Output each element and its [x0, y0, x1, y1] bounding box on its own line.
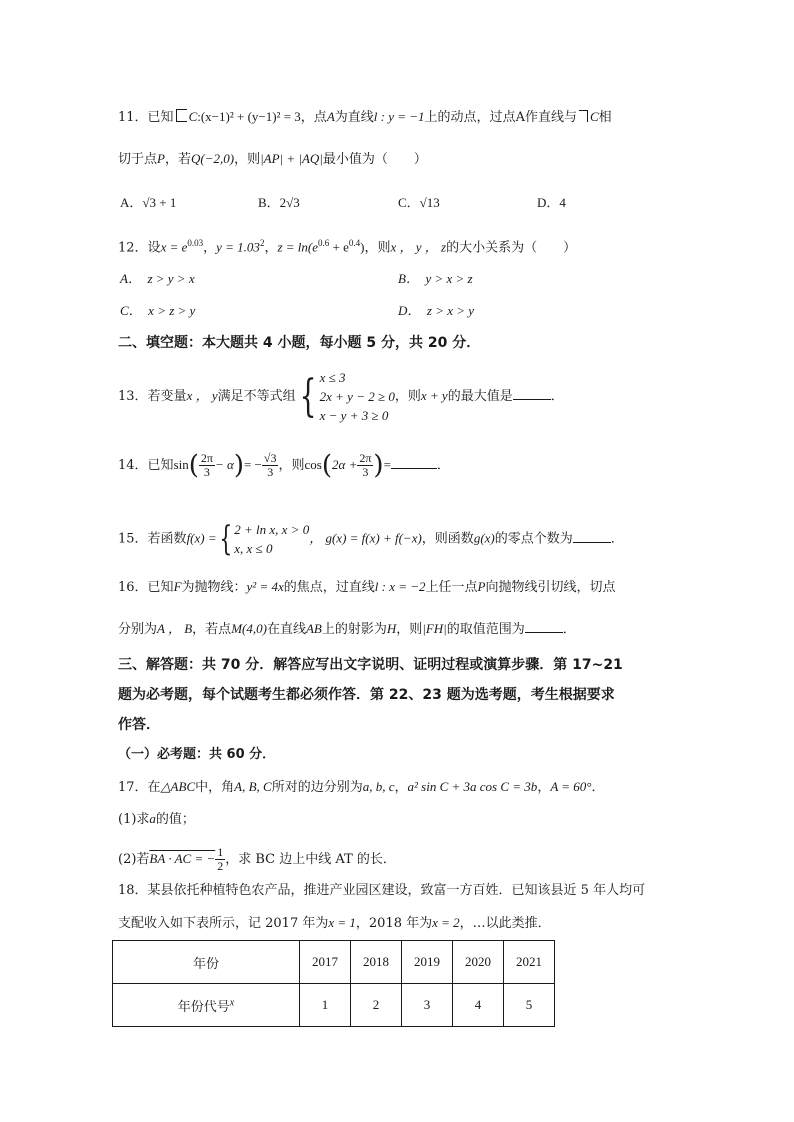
- q15-line: 15．若函数f(x) ={ 2 + ln x, x > 0 x, x ≤ 0 ， g(x) = f(x) + f(−x)，则函数g(x)的零点个数为 ．: [118, 519, 624, 559]
- fraction: $\frac{2\pi}{3}$: [200, 451, 213, 479]
- table-row: [113, 941, 555, 984]
- q18-line2: 支配收入如下表所示，记 2017 年为x = 1，2018 年为x = 2，…以此类推．: [118, 915, 551, 931]
- q11-option-d: D．4: [537, 195, 566, 210]
- inequality-system: x ≤ 3 2x + y − 2 ≥ 0 x − y + 3 ≥ 0: [319, 370, 395, 423]
- answer-blank: [513, 387, 551, 400]
- q12-option-d: D． z > x > y: [398, 303, 475, 318]
- q11-option-b: B．2√3: [258, 195, 300, 210]
- table-header-year: 年份: [113, 941, 300, 984]
- q11-line2: 切于点P，若Q(−2,0)，则|AP| + |AQ|最小值为（ ）: [118, 151, 427, 167]
- table-cell: 4: [453, 984, 504, 1027]
- q11-option-c: C．√13: [398, 195, 440, 210]
- q17-line1: 17．在△ABC中，角A, B, C所对的边分别为a, b, c，a² sin C + 3a cos C = 3b，A = 60°．: [118, 779, 605, 795]
- answer-blank: [525, 620, 563, 633]
- q11-option-a: A．√3 + 1: [120, 195, 177, 210]
- table-header-year-code: 年份代号$^x$: [113, 984, 300, 1027]
- q18-line1: 18．某县依托种植特色农产品，推进产业园区建设，致富一方百姓．已知该县近 5 年人均可: [118, 883, 646, 898]
- table-cell: 2020: [453, 941, 504, 984]
- q16-line1: 16．已知F为抛物线：y² = 4x的焦点，过直线l : x = −2上任一点P向抛物线引切线，切点: [118, 579, 616, 595]
- table-row: [113, 984, 555, 1027]
- left-brace-icon: {: [218, 519, 232, 559]
- table-cell: 2021: [504, 941, 555, 984]
- circle-symbol-icon: [176, 109, 187, 122]
- q12-option-b: B． y > x > z: [398, 271, 473, 286]
- table-cell: 1: [300, 984, 351, 1027]
- piecewise-cases: 2 + ln x, x > 0 x, x ≤ 0: [234, 522, 310, 556]
- q17-part1: (1)求a的值；: [118, 811, 195, 827]
- section-3a-heading: （一）必考题：共 60 分．: [118, 747, 276, 762]
- table-cell: 2017: [300, 941, 351, 984]
- q12-line1: 12．设$x = e^{0.03}$，$y = 1.03^2$，$z = \ln(e^{0.6} + e^{0.4})$，则x ， y ， z的大小关系为（ ）: [118, 238, 577, 256]
- section-3-heading-line2: 题为必考题，每个试题考生都必须作答．第 22、23 题为选考题，考生根据要求: [118, 687, 615, 703]
- q13-line: 13．若变量x ， y满足不等式组{ x ≤ 3 2x + y − 2 ≥ 0 x − y + 3 ≥ 0 ，则x + y的最大值是 ．: [118, 370, 564, 423]
- circle-symbol-icon: [579, 110, 588, 122]
- answer-blank: [391, 456, 437, 469]
- section-2-heading: 二、填空题：本大题共 4 小题，每小题 5 分，共 20 分．: [118, 335, 481, 351]
- section-3-heading-line3: 作答．: [118, 717, 160, 733]
- table-cell: 2019: [402, 941, 453, 984]
- q17-part2: (2)若BA · AC = − $\frac{1}{2}$ ，求 BC 边上中线 AT 的长．: [118, 845, 396, 873]
- table-cell: 2: [351, 984, 402, 1027]
- q16-line2: 分别为A ， B，若点M(4,0)在直线AB上的射影为H，则|FH|的取值范围为 ．: [118, 621, 576, 637]
- answer-blank: [573, 530, 611, 543]
- table-cell: 3: [402, 984, 453, 1027]
- left-brace-icon: {: [299, 370, 317, 422]
- fraction: $\frac{1}{2}$: [217, 845, 224, 873]
- year-table: [112, 940, 555, 1027]
- table-cell: 5: [504, 984, 555, 1027]
- q14-line: 14．已知sin( $\frac{2\pi}{3}$ − α)= − $\frac{√3}{3}$ ，则cos(2α + $\frac{2\pi}{3}$ )= ．: [118, 450, 450, 481]
- section-3-heading-line1: 三、解答题：共 70 分．解答应写出文字说明、证明过程或演算步骤．第 17~21: [118, 657, 623, 673]
- q11-line1: 11．已知 C:(x−1)² + (y−1)² = 3，点A为直线l : y = −1上的动点，过点A作直线与 C相: [118, 109, 612, 125]
- q12-option-a: A． z > y > x: [120, 271, 195, 286]
- table-cell: 2018: [351, 941, 402, 984]
- fraction: $\frac{2\pi}{3}$: [359, 451, 372, 479]
- q12-option-c: C． x > z > y: [120, 303, 196, 318]
- fraction: $\frac{√3}{3}$: [263, 451, 277, 479]
